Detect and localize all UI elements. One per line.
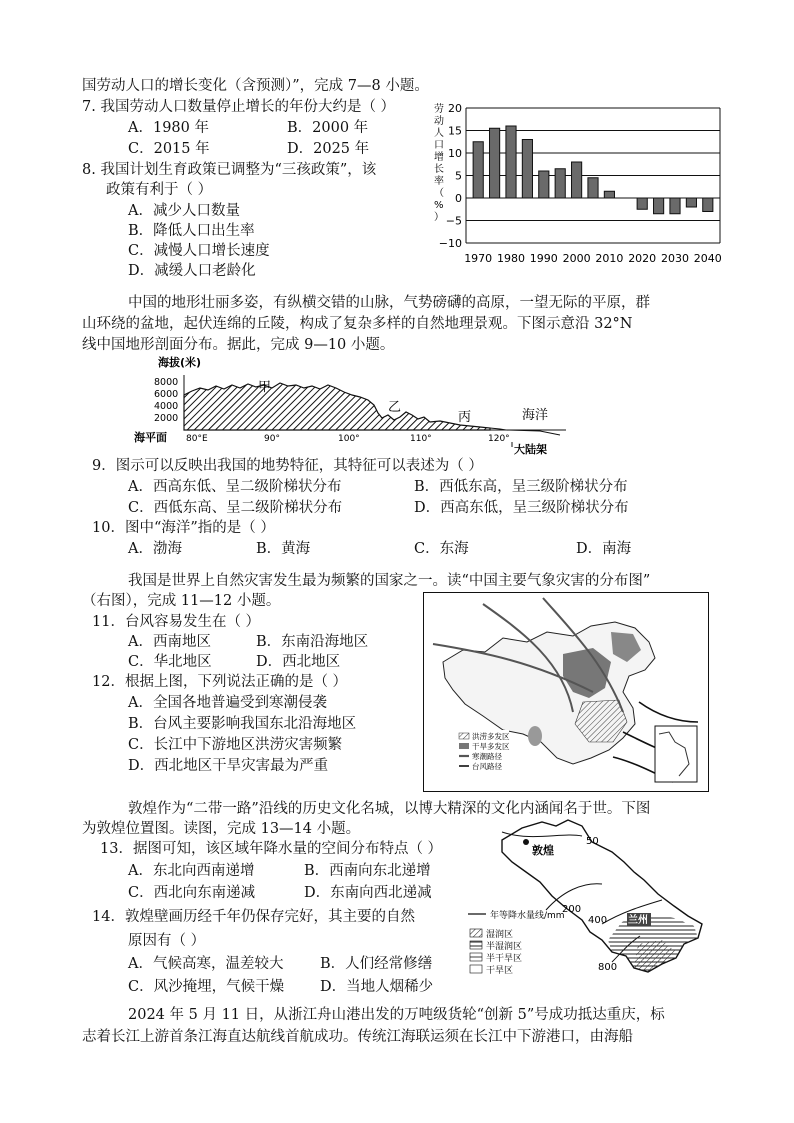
q14-stem-2: 原因有（ ） xyxy=(128,933,206,949)
q8-stem-2: 政策有利于（ ） xyxy=(106,182,213,198)
q9-option-b[interactable]: B．西低东高，呈三级阶梯状分布 xyxy=(414,479,628,495)
legend-semi-humid: 半湿润区 xyxy=(486,942,523,952)
chart-ylabel-char: % xyxy=(434,200,444,211)
profile-xtick-100: 100° xyxy=(338,434,360,444)
iso-label-800: 800 xyxy=(598,962,618,973)
profile-ytick-2000: 2000 xyxy=(154,413,179,424)
chart-ylabel-char: 劳 xyxy=(434,104,444,115)
city-lanzhou: 兰州 xyxy=(628,915,648,926)
iso-label-400: 400 xyxy=(588,915,608,926)
iso-label-50: 50 xyxy=(586,836,599,847)
chart-bar xyxy=(703,198,713,212)
q14-option-b[interactable]: B．人们经常修缮 xyxy=(320,956,433,972)
chart-bar xyxy=(670,198,680,214)
disaster-map xyxy=(423,592,709,792)
profile-ytick-4000: 4000 xyxy=(154,401,179,412)
chart-bar xyxy=(572,162,582,198)
q12-option-d[interactable]: D．西北地区干旱灾害最为严重 xyxy=(128,758,329,774)
q7-option-a[interactable]: A．1980 年 xyxy=(128,120,209,136)
q11-option-b[interactable]: B．东南沿海地区 xyxy=(256,634,369,650)
q9-option-a[interactable]: A．西高东低、呈二级阶梯状分布 xyxy=(128,479,342,495)
q13-option-a[interactable]: A．东北向西南递增 xyxy=(128,863,255,879)
passage5-line2: 志着长江上游首条江海直达航线首航成功。传统江海联运须在长江中下游港口，由海船 xyxy=(82,1029,633,1045)
chart-ytick: 10 xyxy=(448,147,462,160)
chart-ylabel-char: 增 xyxy=(434,152,444,163)
q11-option-a[interactable]: A．西南地区 xyxy=(128,634,211,650)
chart-xtick: 2000 xyxy=(562,252,591,265)
q13-stem: 13．据图可知，该区域年降水量的空间分布特点（ ） xyxy=(100,841,443,857)
q8-option-b[interactable]: B．降低人口出生率 xyxy=(128,223,255,239)
q12-option-c[interactable]: C．长江中下游地区洪涝灾害频繁 xyxy=(128,737,343,753)
chart-bar xyxy=(473,142,483,198)
q7-option-d[interactable]: D．2025 年 xyxy=(287,141,370,157)
q7-stem: 7. 我国劳动人口数量停止增长的年份大约是（ ） xyxy=(82,99,396,115)
profile-xtick-90: 90° xyxy=(264,434,280,444)
chart-bar xyxy=(686,198,696,207)
chart-ylabel-char: （ xyxy=(434,188,444,199)
chart-xtick: 2030 xyxy=(661,252,689,265)
q14-option-c[interactable]: C．风沙掩埋，气候干燥 xyxy=(128,979,285,995)
q13-option-c[interactable]: C．西北向东南递减 xyxy=(128,885,256,901)
profile-xtick-120: 120° xyxy=(488,434,510,444)
q13-option-d[interactable]: D．东南向西北递减 xyxy=(304,885,432,901)
chart-bar xyxy=(637,198,647,209)
chart-xtick: 2040 xyxy=(693,252,722,265)
chart-ylabel-char: 率 xyxy=(434,176,444,187)
q14-option-a[interactable]: A．气候高寒，温差较大 xyxy=(128,956,284,972)
flood-area-sw xyxy=(528,726,542,746)
q11-option-d[interactable]: D．西北地区 xyxy=(256,654,341,670)
legend-arid: 干旱区 xyxy=(486,966,514,976)
q10-option-b[interactable]: B．黄海 xyxy=(256,541,311,557)
q12-option-a[interactable]: A．全国各地普遍受到寒潮侵袭 xyxy=(128,695,327,711)
chart-ytick: 5 xyxy=(455,169,462,183)
q14-stem-1: 14．敦煌壁画历经千年仍保存完好，其主要的自然 xyxy=(92,909,415,925)
profile-xtick-110: 110° xyxy=(410,434,432,444)
chart-bar xyxy=(506,126,516,198)
intro-line: 国劳动人口的增长变化（含预测）”，完成 7—8 小题。 xyxy=(82,78,429,94)
profile-terrain xyxy=(184,383,490,430)
labor-growth-chart xyxy=(430,100,730,268)
q8-option-d[interactable]: D．减缓人口老龄化 xyxy=(128,263,256,279)
chart-ylabel-char: 人 xyxy=(434,128,444,139)
profile-sea-level: 海平面 xyxy=(134,431,167,444)
legend-flood: 洪涝多发区 xyxy=(472,732,510,741)
profile-label-jia: 甲 xyxy=(258,380,272,395)
chart-ytick: 15 xyxy=(448,124,462,138)
profile-ylabel: 海拔(米) xyxy=(158,356,202,369)
q13-option-b[interactable]: B．西南向东北递增 xyxy=(304,863,431,879)
q9-stem: 9．图示可以反映出我国的地势特征，其特征可以表述为（ ） xyxy=(92,458,483,474)
legend-humid: 湿润区 xyxy=(486,930,514,940)
q9-option-d[interactable]: D．西高东低，呈三级阶梯状分布 xyxy=(414,500,629,516)
profile-ytick-6000: 6000 xyxy=(154,389,179,400)
passage3-line1: 我国是世界上自然灾害发生最为频繁的国家之一。读“中国主要气象灾害的分布图” xyxy=(128,573,651,589)
legend-semi-arid: 半干旱区 xyxy=(486,954,523,964)
chart-ylabel-char: 长 xyxy=(434,164,444,175)
passage2-line1: 中国的地形壮丽多姿，有纵横交错的山脉，气势磅礴的高原，一望无际的平原，群 xyxy=(128,295,650,311)
profile-label-yi: 乙 xyxy=(388,400,402,415)
chart-bar xyxy=(654,198,664,214)
passage4-line1: 敦煌作为“二带一路”沿线的历史文化名城，以博大精深的文化内涵闻名于世。下图 xyxy=(128,801,651,817)
chart-xtick: 1970 xyxy=(464,252,493,265)
chart-bar xyxy=(588,178,598,198)
dunhuang-legend xyxy=(468,909,565,976)
profile-label-bing: 丙 xyxy=(458,410,472,425)
passage4-line2: 为敦煌位置图。读图，完成 13—14 小题。 xyxy=(82,821,361,837)
q10-option-d[interactable]: D．南海 xyxy=(576,541,632,557)
profile-xtick-80: 80°E xyxy=(186,434,208,444)
passage5-line1: 2024 年 5 月 11 日，从浙江舟山港出发的万吨级货轮“创新 5”号成功抵达重庆，标 xyxy=(128,1007,665,1023)
dunhuang-map xyxy=(462,812,712,982)
passage2-line3: 线中国地形剖面分布。据此，完成 9—10 小题。 xyxy=(82,337,395,353)
q9-option-c[interactable]: C．西低东高、呈二级阶梯状分布 xyxy=(128,500,343,516)
q14-option-d[interactable]: D．当地人烟稀少 xyxy=(320,979,434,995)
q11-stem: 11．台风容易发生在（ ） xyxy=(92,614,261,630)
dunhuang-dot xyxy=(523,839,529,845)
q10-stem: 10．图中“海洋”指的是（ ） xyxy=(92,520,275,536)
iso-label-200: 200 xyxy=(562,904,582,915)
chart-ylabel-char: ） xyxy=(434,212,444,223)
q8-stem-1: 8. 我国计划生育政策已调整为“三孩政策”，该 xyxy=(82,162,377,178)
q12-option-b[interactable]: B．台风主要影响我国东北沿海地区 xyxy=(128,716,357,732)
q12-stem: 12．根据上图，下列说法正确的是（ ） xyxy=(92,674,348,690)
q10-option-a[interactable]: A．渤海 xyxy=(128,541,182,557)
terrain-profile xyxy=(120,355,580,455)
q11-option-c[interactable]: C．华北地区 xyxy=(128,654,212,670)
chart-bar xyxy=(490,128,500,198)
chart-bar xyxy=(555,169,565,198)
profile-label-shelf: 大陆架 xyxy=(514,443,547,455)
profile-label-ocean: 海洋 xyxy=(522,408,549,423)
q8-option-a[interactable]: A．减少人口数量 xyxy=(128,203,240,219)
chart-xtick: 1980 xyxy=(497,252,525,265)
chart-xtick: 1990 xyxy=(529,252,558,265)
city-dunhuang: 敦煌 xyxy=(532,844,554,857)
passage2-line2: 山环绕的盆地，起伏连绵的丘陵，构成了复杂多样的自然地理景观。下图示意沿 32°N xyxy=(82,316,633,332)
chart-xtick: 2010 xyxy=(595,252,624,265)
chart-bar xyxy=(604,191,614,198)
legend-cold-wave: 寒潮路径 xyxy=(472,752,502,761)
chart-xtick: 2020 xyxy=(628,252,657,265)
chart-bar xyxy=(522,140,532,199)
legend-drought: 干旱多发区 xyxy=(472,742,510,751)
passage3-line2: （右图），完成 11—12 小题。 xyxy=(82,593,281,609)
chart-bar xyxy=(539,171,549,198)
q8-option-c[interactable]: C．减慢人口增长速度 xyxy=(128,243,270,259)
q7-option-b[interactable]: B．2000 年 xyxy=(287,120,369,136)
chart-ytick: 20 xyxy=(448,102,462,115)
legend-typhoon: 台风路径 xyxy=(472,762,502,771)
chart-ylabel-char: 动 xyxy=(434,116,444,127)
chart-ylabel-char: 口 xyxy=(434,140,444,151)
chart-ytick: −5 xyxy=(445,214,462,228)
chart-ytick: −10 xyxy=(438,237,462,250)
chart-ytick: 0 xyxy=(455,192,462,205)
q7-option-c[interactable]: C．2015 年 xyxy=(128,141,210,157)
south-china-sea-inset xyxy=(655,726,697,782)
profile-ytick-8000: 8000 xyxy=(154,377,179,388)
q10-option-c[interactable]: C．东海 xyxy=(414,541,469,557)
legend-isoline-title: 年等降水量线/mm xyxy=(490,911,565,921)
